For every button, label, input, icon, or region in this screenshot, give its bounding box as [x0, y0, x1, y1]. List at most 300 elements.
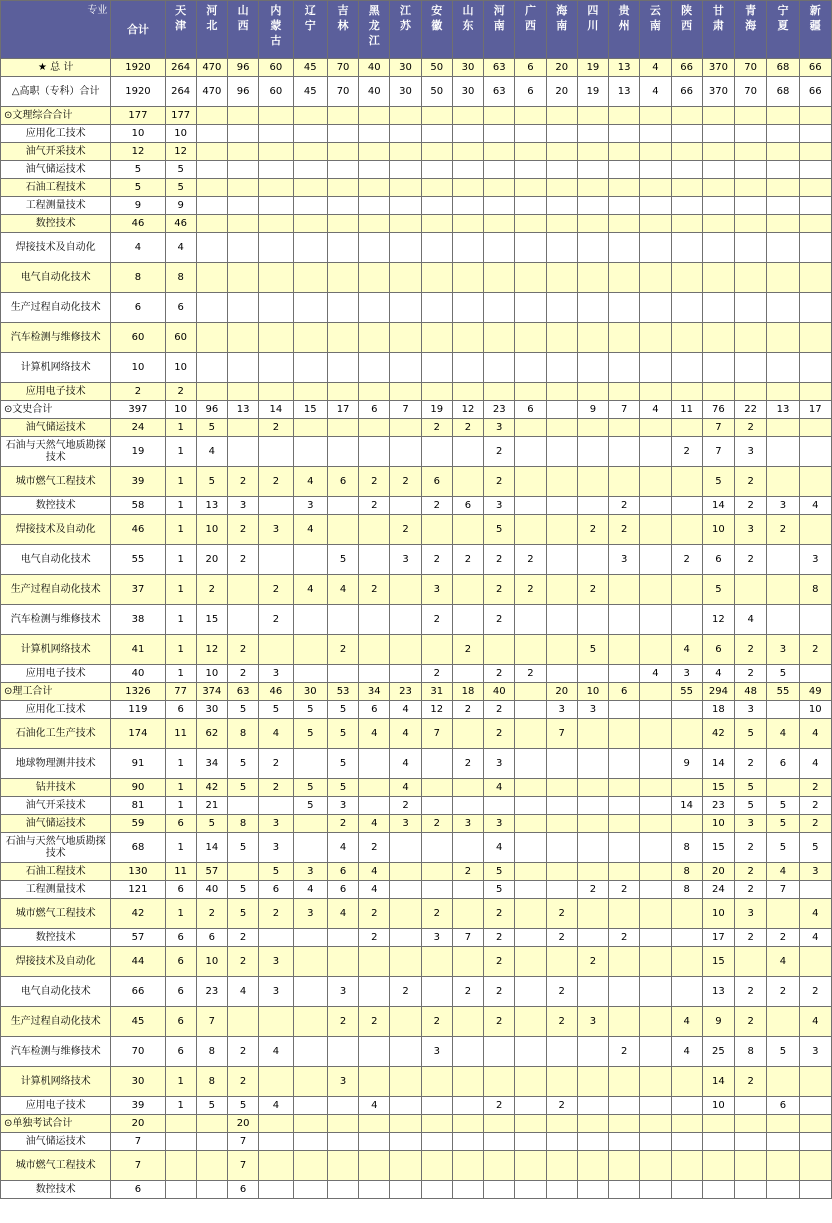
row-label: 电气自动化技术: [1, 545, 111, 575]
table-cell: 2: [327, 635, 358, 665]
table-cell: [327, 1115, 358, 1133]
table-cell: [327, 179, 358, 197]
table-cell: [577, 797, 608, 815]
table-cell: [515, 353, 546, 383]
table-cell: [227, 1007, 258, 1037]
table-cell: 5: [327, 545, 358, 575]
table-cell: [390, 863, 421, 881]
table-cell: 4: [767, 947, 799, 977]
table-cell: 70: [327, 77, 358, 107]
table-cell: [671, 179, 702, 197]
table-cell: [546, 863, 577, 881]
table-cell: [359, 383, 390, 401]
table-cell: [640, 1007, 671, 1037]
table-cell: 42: [702, 719, 734, 749]
table-cell: 8: [227, 815, 258, 833]
table-cell: 370: [702, 77, 734, 107]
table-cell: [359, 605, 390, 635]
table-cell: [390, 293, 421, 323]
table-cell: 6: [165, 701, 196, 719]
table-cell: 60: [165, 323, 196, 353]
table-cell: 6: [767, 749, 799, 779]
col-header-province: 山 西: [227, 1, 258, 59]
table-row: [1, 881, 832, 899]
table-cell: 96: [196, 401, 227, 419]
table-cell: [577, 863, 608, 881]
table-cell: [640, 749, 671, 779]
table-cell: 63: [484, 59, 515, 77]
table-cell: [767, 233, 799, 263]
row-label: 生产过程自动化技术: [1, 293, 111, 323]
table-cell: 7: [609, 401, 640, 419]
table-cell: [640, 437, 671, 467]
table-cell: [609, 947, 640, 977]
row-label: 石油与天然气地质勘探技术: [1, 833, 111, 863]
table-cell: [227, 353, 258, 383]
table-cell: [293, 179, 327, 197]
table-cell: [452, 1133, 483, 1151]
table-cell: [293, 293, 327, 323]
table-cell: [671, 1151, 702, 1181]
table-cell: [577, 125, 608, 143]
table-cell: [196, 215, 227, 233]
table-cell: 13: [702, 977, 734, 1007]
table-cell: [799, 1181, 831, 1199]
table-cell: [577, 1067, 608, 1097]
table-cell: [293, 635, 327, 665]
table-cell: [546, 1133, 577, 1151]
table-cell: 15: [702, 833, 734, 863]
table-cell: 2: [111, 383, 165, 401]
table-cell: [421, 437, 452, 467]
table-cell: [767, 263, 799, 293]
table-cell: 2: [421, 899, 452, 929]
table-cell: [259, 635, 293, 665]
table-cell: [327, 125, 358, 143]
table-cell: 4: [640, 77, 671, 107]
table-cell: 7: [452, 929, 483, 947]
table-cell: [546, 161, 577, 179]
table-cell: 1: [165, 1067, 196, 1097]
table-cell: [421, 125, 452, 143]
table-cell: 1: [165, 833, 196, 863]
col-header-province: 吉 林: [327, 1, 358, 59]
table-cell: 3: [421, 575, 452, 605]
table-cell: [767, 779, 799, 797]
table-cell: [577, 437, 608, 467]
table-cell: 4: [259, 1097, 293, 1115]
table-cell: [671, 419, 702, 437]
table-cell: [390, 833, 421, 863]
table-cell: 20: [702, 863, 734, 881]
table-row: [1, 899, 832, 929]
row-label: 应用化工技术: [1, 125, 111, 143]
table-cell: 2: [735, 545, 767, 575]
table-cell: [546, 263, 577, 293]
row-label: 生产过程自动化技术: [1, 1007, 111, 1037]
table-cell: [767, 545, 799, 575]
table-cell: 53: [327, 683, 358, 701]
table-cell: 3: [227, 497, 258, 515]
table-cell: 7: [390, 401, 421, 419]
table-cell: [767, 197, 799, 215]
table-cell: 5: [702, 575, 734, 605]
row-label: 汽车检测与维修技术: [1, 1037, 111, 1067]
table-row: [1, 1067, 832, 1097]
table-cell: 2: [484, 929, 515, 947]
table-cell: 7: [546, 719, 577, 749]
table-cell: 2: [546, 1097, 577, 1115]
table-row: [1, 605, 832, 635]
table-cell: [293, 233, 327, 263]
table-cell: [799, 161, 831, 179]
table-cell: [452, 1067, 483, 1097]
table-cell: 6: [452, 497, 483, 515]
table-cell: 2: [735, 833, 767, 863]
table-cell: 2: [577, 947, 608, 977]
row-label: 电气自动化技术: [1, 977, 111, 1007]
table-cell: 24: [702, 881, 734, 899]
table-cell: 6: [359, 701, 390, 719]
table-cell: 4: [227, 977, 258, 1007]
table-row: [1, 59, 832, 77]
table-cell: [640, 683, 671, 701]
table-cell: [515, 605, 546, 635]
table-cell: 2: [452, 545, 483, 575]
table-cell: [452, 233, 483, 263]
table-cell: [259, 263, 293, 293]
table-cell: 31: [421, 683, 452, 701]
table-cell: [484, 1133, 515, 1151]
table-cell: 2: [515, 575, 546, 605]
table-cell: [609, 143, 640, 161]
table-cell: 66: [799, 77, 831, 107]
table-cell: 4: [293, 575, 327, 605]
table-cell: 19: [577, 77, 608, 107]
col-header-province: 内 蒙 古: [259, 1, 293, 59]
table-cell: [227, 323, 258, 353]
table-cell: [390, 1181, 421, 1199]
table-cell: 3: [767, 635, 799, 665]
table-cell: [293, 383, 327, 401]
table-cell: 46: [259, 683, 293, 701]
table-cell: [515, 977, 546, 1007]
table-cell: 5: [227, 779, 258, 797]
table-cell: 9: [671, 749, 702, 779]
table-cell: 2: [452, 419, 483, 437]
table-cell: 14: [702, 497, 734, 515]
table-cell: 2: [484, 719, 515, 749]
table-cell: 2: [452, 749, 483, 779]
table-cell: [767, 125, 799, 143]
table-cell: [227, 419, 258, 437]
table-cell: 2: [735, 1007, 767, 1037]
table-cell: 5: [767, 665, 799, 683]
table-cell: 5: [259, 701, 293, 719]
table-cell: 20: [111, 1115, 165, 1133]
col-header-province: 河 南: [484, 1, 515, 59]
table-cell: 4: [165, 233, 196, 263]
table-cell: 20: [546, 683, 577, 701]
table-cell: 5: [293, 701, 327, 719]
table-cell: 5: [735, 797, 767, 815]
table-cell: [546, 1067, 577, 1097]
table-row: [1, 233, 832, 263]
table-cell: [259, 197, 293, 215]
table-row: [1, 749, 832, 779]
table-cell: [293, 947, 327, 977]
table-cell: [799, 263, 831, 293]
table-cell: 2: [227, 545, 258, 575]
table-cell: 3: [293, 497, 327, 515]
table-cell: 5: [227, 749, 258, 779]
table-cell: [293, 1115, 327, 1133]
table-cell: [327, 1181, 358, 1199]
table-cell: [735, 161, 767, 179]
table-cell: 4: [671, 1007, 702, 1037]
table-cell: 62: [196, 719, 227, 749]
table-cell: 10: [702, 815, 734, 833]
table-cell: [259, 161, 293, 179]
table-cell: 4: [702, 665, 734, 683]
table-cell: [640, 833, 671, 863]
table-cell: 1: [165, 797, 196, 815]
row-label: 城市燃气工程技术: [1, 1151, 111, 1181]
table-cell: [640, 353, 671, 383]
table-cell: [390, 1133, 421, 1151]
table-cell: [515, 263, 546, 293]
table-cell: [484, 197, 515, 215]
table-cell: 70: [735, 59, 767, 77]
table-cell: [421, 107, 452, 125]
table-cell: [799, 665, 831, 683]
table-cell: [515, 863, 546, 881]
table-cell: [702, 353, 734, 383]
table-cell: 6: [227, 1181, 258, 1199]
table-cell: [609, 1115, 640, 1133]
table-cell: 8: [735, 1037, 767, 1067]
table-cell: 5: [293, 779, 327, 797]
table-cell: [196, 323, 227, 353]
table-cell: 4: [359, 815, 390, 833]
table-cell: 4: [359, 719, 390, 749]
table-cell: [546, 125, 577, 143]
table-cell: 4: [359, 881, 390, 899]
table-cell: [327, 323, 358, 353]
table-cell: [390, 215, 421, 233]
table-cell: 55: [767, 683, 799, 701]
table-cell: [293, 197, 327, 215]
table-cell: 2: [609, 881, 640, 899]
table-cell: 11: [165, 719, 196, 749]
table-cell: [546, 881, 577, 899]
table-cell: [546, 779, 577, 797]
table-cell: [484, 323, 515, 353]
table-cell: [196, 293, 227, 323]
table-cell: [359, 1181, 390, 1199]
table-cell: 6: [165, 977, 196, 1007]
table-cell: [227, 143, 258, 161]
table-cell: 2: [515, 545, 546, 575]
table-cell: 6: [165, 881, 196, 899]
table-cell: [421, 179, 452, 197]
table-cell: 6: [515, 59, 546, 77]
table-cell: [609, 779, 640, 797]
table-cell: 20: [196, 545, 227, 575]
table-cell: [767, 467, 799, 497]
table-cell: 46: [165, 215, 196, 233]
table-cell: 15: [293, 401, 327, 419]
table-cell: [640, 215, 671, 233]
table-cell: [546, 815, 577, 833]
table-cell: [327, 1151, 358, 1181]
table-cell: 1: [165, 497, 196, 515]
table-cell: 2: [390, 977, 421, 1007]
table-cell: 2: [452, 701, 483, 719]
table-cell: [640, 197, 671, 215]
table-cell: [735, 1097, 767, 1115]
table-cell: [546, 635, 577, 665]
table-cell: [577, 1133, 608, 1151]
table-cell: 3: [671, 665, 702, 683]
table-cell: [671, 575, 702, 605]
table-cell: 5: [327, 701, 358, 719]
table-cell: [452, 947, 483, 977]
table-cell: [327, 107, 358, 125]
table-cell: [546, 497, 577, 515]
table-cell: [515, 815, 546, 833]
table-cell: [421, 1181, 452, 1199]
table-cell: 7: [421, 719, 452, 749]
table-cell: 3: [259, 833, 293, 863]
table-cell: [546, 197, 577, 215]
table-cell: [196, 1133, 227, 1151]
table-cell: [702, 161, 734, 179]
table-cell: 2: [196, 575, 227, 605]
table-cell: [452, 125, 483, 143]
table-cell: [484, 293, 515, 323]
table-cell: 5: [111, 179, 165, 197]
table-cell: [640, 1097, 671, 1115]
table-cell: 2: [799, 635, 831, 665]
table-cell: [390, 263, 421, 293]
table-cell: 39: [111, 1097, 165, 1115]
table-cell: 2: [577, 881, 608, 899]
table-cell: 5: [702, 467, 734, 497]
table-cell: 3: [484, 749, 515, 779]
table-cell: 40: [359, 77, 390, 107]
table-cell: 1920: [111, 59, 165, 77]
table-cell: [515, 161, 546, 179]
table-cell: [640, 467, 671, 497]
table-cell: 5: [196, 1097, 227, 1115]
table-cell: 9: [577, 401, 608, 419]
table-cell: 60: [111, 323, 165, 353]
row-label: 计算机网络技术: [1, 353, 111, 383]
table-cell: [735, 233, 767, 263]
table-cell: [609, 263, 640, 293]
row-label: 石油化工生产技术: [1, 719, 111, 749]
table-cell: 6: [421, 467, 452, 497]
table-cell: [640, 1133, 671, 1151]
table-cell: 6: [767, 1097, 799, 1115]
table-cell: [327, 143, 358, 161]
table-row: [1, 719, 832, 749]
table-cell: [259, 383, 293, 401]
table-cell: 2: [359, 899, 390, 929]
table-cell: 5: [293, 719, 327, 749]
table-cell: [546, 833, 577, 863]
table-row: [1, 383, 832, 401]
table-cell: [452, 779, 483, 797]
table-cell: 2: [609, 515, 640, 545]
table-cell: 1920: [111, 77, 165, 107]
col-header-province: 云 南: [640, 1, 671, 59]
table-cell: 3: [546, 701, 577, 719]
table-cell: 5: [259, 863, 293, 881]
table-cell: 2: [359, 833, 390, 863]
table-cell: [640, 881, 671, 899]
table-cell: [293, 143, 327, 161]
table-cell: [640, 797, 671, 815]
table-cell: 4: [327, 833, 358, 863]
table-cell: [609, 437, 640, 467]
table-cell: 2: [799, 797, 831, 815]
table-cell: [390, 575, 421, 605]
table-cell: 3: [609, 545, 640, 575]
table-cell: 2: [484, 605, 515, 635]
table-cell: [421, 197, 452, 215]
table-cell: [671, 1181, 702, 1199]
table-cell: [577, 161, 608, 179]
table-cell: [735, 179, 767, 197]
table-cell: [671, 701, 702, 719]
table-cell: [577, 419, 608, 437]
table-cell: [390, 929, 421, 947]
table-row: [1, 1007, 832, 1037]
table-cell: 1: [165, 899, 196, 929]
table-cell: 3: [735, 815, 767, 833]
table-body: [1, 59, 832, 1199]
table-cell: 5: [327, 719, 358, 749]
table-cell: [484, 353, 515, 383]
table-cell: [671, 815, 702, 833]
table-cell: 6: [702, 635, 734, 665]
table-cell: 7: [227, 1133, 258, 1151]
table-cell: [484, 263, 515, 293]
table-cell: 6: [609, 683, 640, 701]
table-cell: [702, 323, 734, 353]
table-cell: [484, 797, 515, 815]
table-cell: [546, 383, 577, 401]
table-cell: 2: [452, 863, 483, 881]
table-cell: [359, 1115, 390, 1133]
table-cell: 34: [196, 749, 227, 779]
table-cell: [640, 815, 671, 833]
table-cell: [640, 929, 671, 947]
table-cell: [390, 419, 421, 437]
table-cell: [327, 1097, 358, 1115]
table-cell: [359, 143, 390, 161]
row-label: 计算机网络技术: [1, 1067, 111, 1097]
table-cell: 294: [702, 683, 734, 701]
table-cell: [359, 179, 390, 197]
table-cell: [359, 197, 390, 215]
table-cell: 2: [421, 665, 452, 683]
table-cell: 3: [293, 899, 327, 929]
table-cell: 20: [227, 1115, 258, 1133]
table-cell: 4: [640, 59, 671, 77]
